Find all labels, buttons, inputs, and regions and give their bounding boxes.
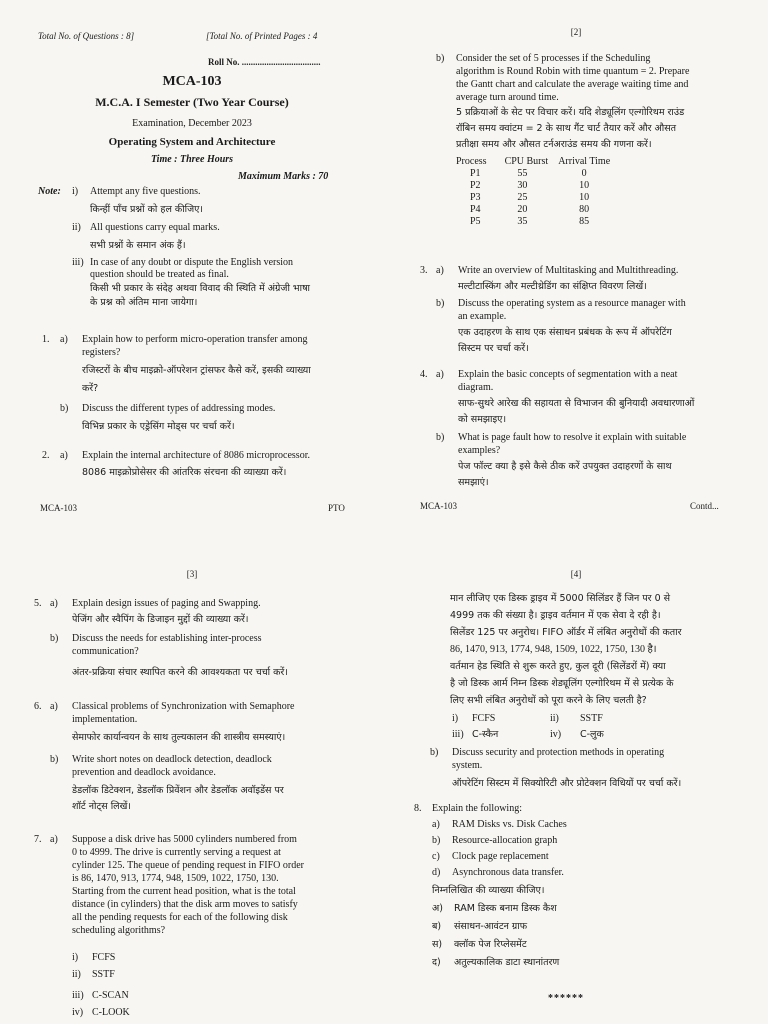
question-text: What is page fault how to resolve it explain with suitable xyxy=(458,432,687,443)
question-text-hindi: समझाएं। xyxy=(458,477,489,488)
part-label: a) xyxy=(50,701,58,712)
question-text: examples? xyxy=(458,445,501,456)
exam-page-4 xyxy=(384,512,768,1024)
question-number: 4. xyxy=(420,369,428,380)
table-cell: 25 xyxy=(517,192,528,203)
option-text: FCFS xyxy=(472,713,496,724)
option-label: iv) xyxy=(72,1007,84,1018)
table-cell: 85 xyxy=(579,216,590,227)
question-text-hindi: मान लीजिए एक डिस्क ड्राइव में 5000 सिलिंडर हैं जिन पर 0 से xyxy=(450,593,671,604)
item-text-hindi: अतुल्यकालिक डाटा स्थानांतरण xyxy=(454,957,560,968)
item-label: d) xyxy=(432,867,441,878)
column-header: Arrival Time xyxy=(558,156,611,167)
option-text: SSTF xyxy=(580,713,603,724)
question-text-hindi: प्रतीक्षा समय और औसत टर्नअराउंड समय की गणना करें। xyxy=(456,139,652,150)
question-text-hindi: को समझाइए। xyxy=(458,414,507,425)
question-text: Discuss security and protection methods in operating xyxy=(452,747,665,758)
question-number: 2. xyxy=(42,450,50,461)
footer-code: MCA-103 xyxy=(420,501,458,511)
question-text: 0 to 4999. The drive is currently serving a request at xyxy=(72,847,281,858)
footer-pto: PTO xyxy=(328,503,345,512)
part-label: b) xyxy=(50,633,59,644)
question-text: Suppose a disk drive has 5000 cylinders numbered from xyxy=(72,834,297,845)
option-label: i) xyxy=(72,952,79,963)
question-text-hindi: पेज फॉल्ट क्या है इसे कैसे ठीक करें उपयुक्त उदाहरणों के साथ xyxy=(458,461,672,472)
option-label: iii) xyxy=(452,729,464,740)
part-label: a) xyxy=(436,265,444,276)
item-text: Asynchronous data transfer. xyxy=(452,867,564,878)
table-cell: P5 xyxy=(470,216,481,227)
column-header: Process xyxy=(456,156,487,167)
item-label: द) xyxy=(432,957,441,968)
question-text-hindi: शॉर्ट नोट्स लिखें। xyxy=(72,801,131,812)
question-text-hindi: सेमाफोर कार्यान्वयन के साथ तुल्यकालन की शास्त्रीय समस्याएं। xyxy=(72,732,286,743)
question-text: Write an overview of Multitasking and Multithreading. xyxy=(458,265,679,276)
question-text: Classical problems of Synchronization with Semaphore xyxy=(72,701,295,712)
table-cell: 55 xyxy=(517,168,528,179)
question-text: system. xyxy=(452,760,483,771)
option-text: SSTF xyxy=(92,969,115,980)
table-cell: 80 xyxy=(579,204,590,215)
question-text: all the pending requests for each of the following disk xyxy=(72,912,288,923)
table-cell: P3 xyxy=(470,192,481,203)
question-text: is 86, 1470, 913, 1774, 948, 1509, 1022, 1750, 130. xyxy=(72,873,279,884)
table-row xyxy=(456,216,620,228)
question-text: an example. xyxy=(458,311,507,322)
question-text: implementation. xyxy=(72,714,138,725)
question-text-hindi: करें? xyxy=(82,383,99,394)
question-text: Explain how to perform micro-operation transfer among xyxy=(82,334,308,345)
table-header-row xyxy=(456,156,620,168)
note-text: question should be treated as final. xyxy=(90,269,229,280)
item-text-hindi: RAM डिस्क बनाम डिस्क कैश xyxy=(454,903,557,914)
course-code: MCA-103 xyxy=(162,74,222,89)
exam-session: Examination, December 2023 xyxy=(132,118,252,129)
question-text-hindi: डेडलॉक डिटेक्शन, डेडलॉक प्रिवेंशन और डेडलॉक अवॉइडेंस पर xyxy=(72,785,284,796)
part-label: a) xyxy=(50,598,58,609)
question-text: Explain the internal architecture of 8086 microprocessor. xyxy=(82,450,310,461)
question-text-hindi: रॉबिन समय क्वांटम = 2 के साथ गैंट चार्ट तैयार करें और औसत xyxy=(456,123,677,134)
note-text-hindi: किसी भी प्रकार के संदेह अथवा विवाद की स्थिति में अंग्रेजी भाषा xyxy=(90,283,311,294)
note-num: i) xyxy=(72,186,79,197)
part-label: b) xyxy=(436,432,445,443)
item-label: c) xyxy=(432,851,440,862)
item-label: स) xyxy=(432,939,443,950)
table-cell: 10 xyxy=(579,192,590,203)
question-number: 7. xyxy=(34,834,42,845)
item-label: अ) xyxy=(432,903,443,914)
exam-page-1 xyxy=(0,0,384,512)
question-text: Write short notes on deadlock detection, deadlock xyxy=(72,754,272,765)
total-questions: Total No. of Questions : 8] xyxy=(38,31,135,41)
item-text-hindi: क्लॉक पेज रिप्लेसमेंट xyxy=(454,939,527,950)
table-row xyxy=(456,204,620,216)
table-cell: P1 xyxy=(470,168,481,179)
total-pages: [Total No. of Printed Pages : 4 xyxy=(206,31,318,41)
question-text-hindi: निम्नलिखित की व्याख्या कीजिए। xyxy=(432,885,545,896)
table-cell: 0 xyxy=(581,168,587,179)
option-text: C-लुक xyxy=(580,729,604,740)
part-label: a) xyxy=(60,334,68,345)
question-text-hindi: अंतर-प्रक्रिया संचार स्थापित करने की आवश्यकता पर चर्चा करें। xyxy=(72,667,288,678)
question-text: Explain the following: xyxy=(432,803,522,814)
table-cell: 30 xyxy=(517,180,528,191)
question-number: 5. xyxy=(34,598,42,609)
note-num: iii) xyxy=(72,257,84,268)
page-number: [2] xyxy=(570,27,582,37)
note-text: Attempt any five questions. xyxy=(90,186,201,197)
page-number: [4] xyxy=(570,569,582,579)
question-number: 6. xyxy=(34,701,42,712)
question-text: Explain the basic concepts of segmentation with a neat xyxy=(458,369,678,380)
question-text: cylinder 125. The queue of pending request in FIFO order xyxy=(72,860,304,871)
column-header: CPU Burst xyxy=(504,156,549,167)
part-label: b) xyxy=(60,403,69,414)
option-text: C-SCAN xyxy=(92,990,129,1001)
question-text-hindi: सिलेंडर 125 पर अनुरोध। FIFO ऑर्डर में लंबित अनुरोधों की कतार xyxy=(450,627,682,638)
process-table xyxy=(456,156,620,228)
time-allowed: Time : Three Hours xyxy=(150,154,234,165)
item-text-hindi: संसाधन-आवंटन ग्राफ xyxy=(454,921,528,932)
note-label: Note: xyxy=(38,186,61,197)
footer-contd: Contd... xyxy=(690,501,719,511)
option-text: FCFS xyxy=(92,952,116,963)
question-text-hindi: साफ-सुथरे आरेख की सहायता से विभाजन की बुनियादी अवधारणाओं xyxy=(458,398,695,409)
note-text: All questions carry equal marks. xyxy=(90,222,220,233)
option-text: C-LOOK xyxy=(92,1007,130,1018)
question-text-hindi: सिस्टम पर चर्चा करें। xyxy=(458,343,529,354)
question-number: 1. xyxy=(42,334,50,345)
question-text-hindi: रजिस्टरों के बीच माइक्रो-ऑपरेशन ट्रांसफर कैसे करें, इसकी व्याख्या xyxy=(82,365,311,376)
question-text: diagram. xyxy=(458,382,494,393)
exam-page-3 xyxy=(0,512,384,1024)
part-label: b) xyxy=(436,298,445,309)
question-text-hindi: ऑपरेटिंग सिस्टम में सिक्योरिटी और प्रोटेक्शन विधियों पर चर्चा करें। xyxy=(452,778,682,789)
question-text-hindi: लिए सभी लंबित अनुरोधों को पूरा करने के लिए चलती है? xyxy=(450,695,647,706)
question-text: Discuss the operating system as a resource manager with xyxy=(458,298,686,309)
option-label: ii) xyxy=(550,713,559,724)
part-label: b) xyxy=(50,754,59,765)
question-text-hindi: 5 प्रक्रियाओं के सेट पर विचार करें। यदि शेड्यूलिंग एल्गोरिथम राउंड xyxy=(456,107,685,118)
table-cell: 10 xyxy=(579,180,590,191)
table-cell: P2 xyxy=(470,180,481,191)
option-label: iii) xyxy=(72,990,84,1001)
table-cell: P4 xyxy=(470,204,481,215)
question-text: Consider the set of 5 processes if the Scheduling xyxy=(456,53,651,64)
note-text: In case of any doubt or dispute the English version xyxy=(90,257,294,268)
part-label: a) xyxy=(60,450,68,461)
question-text: Explain design issues of paging and Swapping. xyxy=(72,598,261,609)
question-text-hindi: 8086 माइक्रोप्रोसेसर की आंतरिक संरचना की व्याख्या करें। xyxy=(82,467,287,478)
question-text: prevention and deadlock avoidance. xyxy=(72,767,216,778)
question-text-hindi: पेजिंग और स्वैपिंग के डिजाइन मुद्दों की व्याख्या करें। xyxy=(72,614,249,625)
subject: Operating System and Architecture xyxy=(108,136,276,148)
question-text: average turn around time. xyxy=(456,92,559,103)
semester: M.C.A. I Semester (Two Year Course) xyxy=(95,95,289,109)
option-text: C-स्कैन xyxy=(472,729,499,740)
exam-page-2 xyxy=(384,0,768,512)
part-label: a) xyxy=(436,369,444,380)
question-text: distance (in cylinders) that the disk arm moves to satisfy xyxy=(72,899,298,910)
question-text: Discuss the different types of addressing modes. xyxy=(82,403,276,414)
table-cell: 35 xyxy=(517,216,528,227)
question-number: 3. xyxy=(420,265,428,276)
question-text-hindi: मल्टीटास्किंग और मल्टीथ्रेडिंग का संक्षिप्त विवरण लिखें। xyxy=(458,281,647,292)
question-text: 86, 1470, 913, 1774, 948, 1509, 1022, 1750, 130 है। xyxy=(450,644,657,655)
note-text-hindi: सभी प्रश्नों के समान अंक हैं। xyxy=(90,240,186,251)
question-text: scheduling algorithms? xyxy=(72,925,166,936)
item-label: a) xyxy=(432,819,440,830)
question-number: 8. xyxy=(414,803,422,814)
table-row xyxy=(456,180,620,192)
item-text: RAM Disks vs. Disk Caches xyxy=(452,819,567,830)
question-text-hindi: एक उदाहरण के साथ एक संसाधन प्रबंधक के रूप में ऑपरेटिंग xyxy=(458,327,672,338)
question-text: the Gantt chart and calculate the average waiting time and xyxy=(456,79,689,90)
option-label: iv) xyxy=(550,729,562,740)
roll-no: Roll No. ................................... xyxy=(208,57,321,67)
question-text-hindi: है जो डिस्क आर्म निम्न डिस्क शेड्यूलिंग एल्गोरिथम में से प्रत्येक के xyxy=(450,678,674,689)
note-text-hindi: के प्रश्न को अंतिम माना जायेगा। xyxy=(90,297,198,308)
part-label: b) xyxy=(430,747,439,758)
question-text-hindi: 4999 तक की संख्या है। ड्राइव वर्तमान में एक सेवा दे रही है। xyxy=(450,610,661,621)
note-text-hindi: किन्हीं पाँच प्रश्नों को हल कीजिए। xyxy=(90,204,204,215)
question-text: registers? xyxy=(82,347,121,358)
part-label: b) xyxy=(436,53,445,64)
option-label: ii) xyxy=(72,969,81,980)
page-number: [3] xyxy=(186,569,198,579)
question-text: Starting from the current head position, what is the total xyxy=(72,886,296,897)
item-text: Resource-allocation graph xyxy=(452,835,558,846)
table-row xyxy=(456,192,620,204)
question-text-hindi: विभिन्न प्रकार के एड्रेसिंग मोड्स पर चर्चा करें। xyxy=(82,421,235,432)
footer-code: MCA-103 xyxy=(40,503,78,512)
question-text: algorithm is Round Robin with time quantum = 2. Prepare xyxy=(456,66,690,77)
table-cell: 20 xyxy=(517,204,528,215)
question-text: communication? xyxy=(72,646,139,657)
end-of-paper-marker: ****** xyxy=(548,993,584,1004)
note-num: ii) xyxy=(72,222,81,233)
question-text: Discuss the needs for establishing inter-process xyxy=(72,633,262,644)
part-label: a) xyxy=(50,834,58,845)
item-label: b) xyxy=(432,835,441,846)
question-text-hindi: वर्तमान हेड स्थिति से शुरू करते हुए, कुल दूरी (सिलेंडरों में) क्या xyxy=(450,661,666,672)
table-row xyxy=(456,168,620,180)
option-label: i) xyxy=(452,713,459,724)
item-text: Clock page replacement xyxy=(452,851,549,862)
item-label: ब) xyxy=(432,921,442,932)
max-marks: Maximum Marks : 70 xyxy=(238,171,329,182)
